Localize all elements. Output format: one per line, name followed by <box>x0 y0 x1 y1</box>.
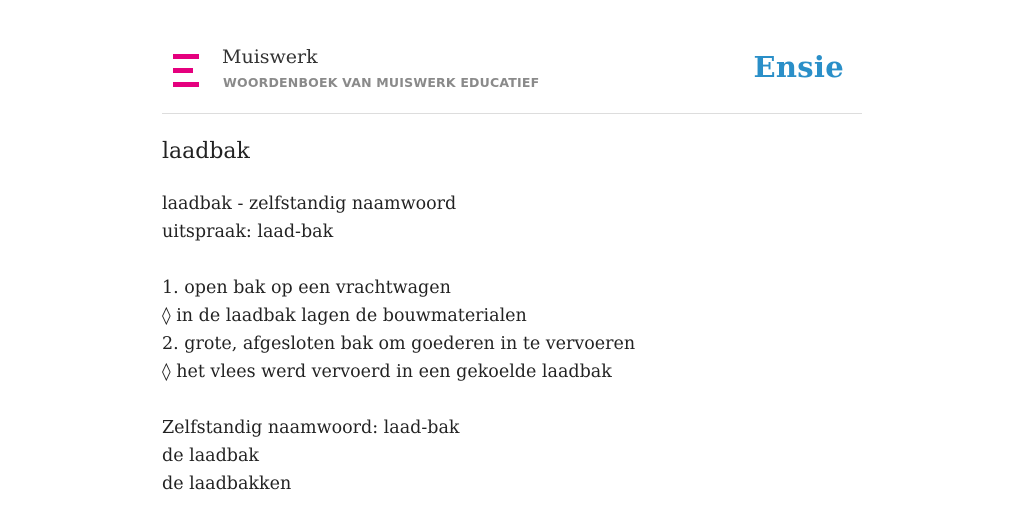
logo-bar-bottom <box>173 82 199 87</box>
logo-bar-top <box>173 54 199 59</box>
definition-line: 1. open bak op een vrachtwagen <box>162 278 451 298</box>
entry-content <box>162 136 862 498</box>
entry-title: laadbak <box>162 139 250 164</box>
definition-line <box>162 386 862 414</box>
site-subtitle: WOORDENBOEK VAN MUISWERK EDUCATIEF <box>223 75 540 90</box>
definition-line: ◊ het vlees werd vervoerd in een gekoelde laadbak <box>162 362 612 382</box>
site-name[interactable]: Muiswerk <box>222 46 318 68</box>
ensie-logo[interactable]: Ensie <box>753 50 844 84</box>
definition-line: 2. grote, afgesloten bak om goederen in te vervoeren <box>162 334 636 354</box>
definition-line: de laadbak <box>162 446 260 466</box>
definition-line: de laadbakken <box>162 474 292 494</box>
muiswerk-logo-icon[interactable] <box>173 54 199 88</box>
definition-line <box>162 246 862 274</box>
definition-line: uitspraak: laad-bak <box>162 222 334 242</box>
site-header <box>162 36 862 114</box>
definition-text <box>162 190 862 498</box>
definition-line: Zelfstandig naamwoord: laad-bak <box>162 418 460 438</box>
definition-line: ◊ in de laadbak lagen de bouwmaterialen <box>162 306 527 326</box>
logo-bar-middle <box>173 68 193 73</box>
definition-line: laadbak - zelfstandig naamwoord <box>162 194 457 214</box>
